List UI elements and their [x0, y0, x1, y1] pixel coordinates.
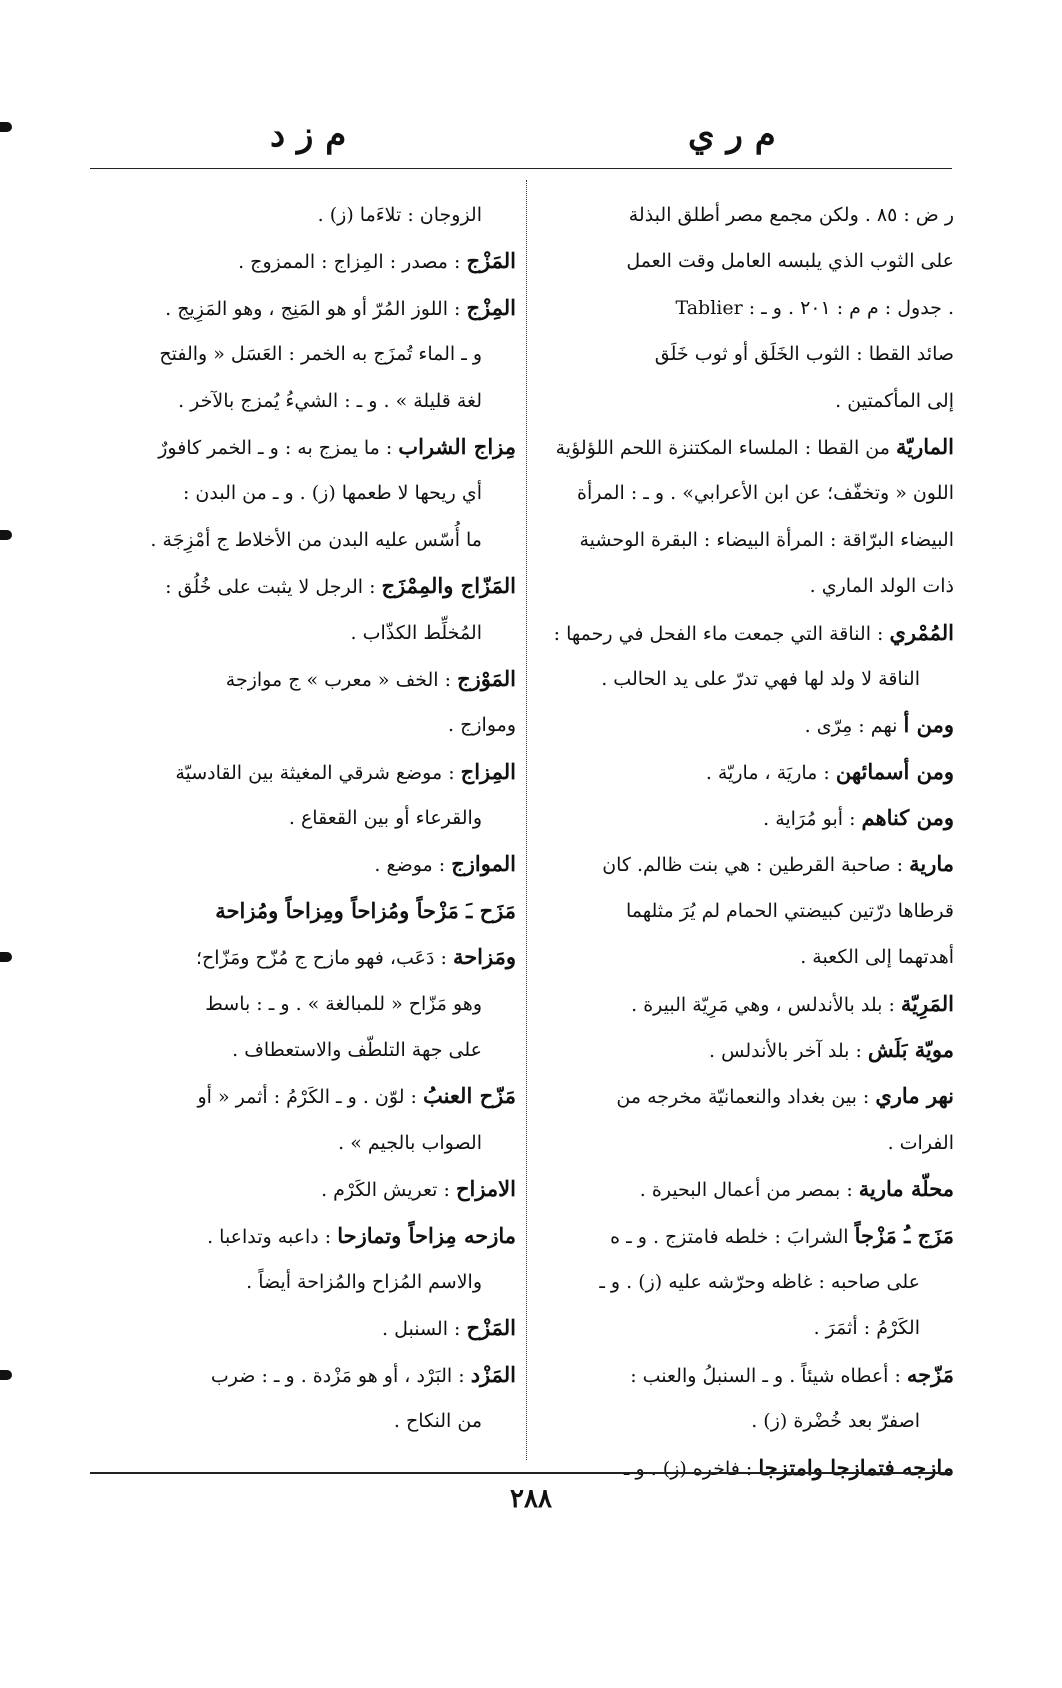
- definition-text: على صاحبه : غاظه وحرّشه عليه (ز) . و ـ: [599, 1270, 920, 1293]
- headword: ومن أ: [903, 712, 954, 738]
- definition-text: إلى المأكمتين .: [835, 389, 954, 412]
- definition-text: أي ريحها لا طعمها (ز) . و ـ من البدن :: [182, 482, 482, 505]
- headword: المِزاج: [460, 758, 516, 784]
- edge-scan-mark: [0, 122, 12, 132]
- definition-text: وهو مَزّاح « للمبالغة » . و ـ : باسط: [205, 992, 482, 1015]
- entry-line: [534, 285, 954, 331]
- definition-text: ما أُسّس عليه البدن من الأخلاط ج أمْزِجَة .: [150, 528, 482, 551]
- headword: مازحه مِزاحاً وتمازحا: [337, 1222, 516, 1248]
- entry-line: [90, 1213, 516, 1259]
- right-column: [534, 192, 954, 1491]
- headword: المِزْج: [466, 294, 516, 320]
- definition-text: نهم : مِرّى .: [804, 715, 904, 738]
- headword: مازجه فتمازجا وامتزجا: [758, 1454, 954, 1480]
- definition-text: صائد القطا : الثوب الخَلَق أو ثوب خَلَق: [654, 343, 954, 366]
- entry-line: [534, 1352, 954, 1398]
- entry-line: [534, 749, 954, 795]
- entry-line: [534, 795, 954, 841]
- entry-line: [534, 424, 954, 470]
- definition-text: الناقة لا ولد لها فهي تدرّ على يد الحالب .: [601, 667, 920, 690]
- definition-text: الفرات .: [887, 1131, 954, 1154]
- headword: المَوْزج: [457, 665, 516, 691]
- definition-text: : الناقة التي جمعت ماء الفحل في رحمها :: [553, 622, 890, 645]
- left-column: [90, 192, 516, 1445]
- entry-line: [90, 1166, 516, 1212]
- entry-line: [534, 656, 954, 702]
- entry-line: [534, 563, 954, 609]
- definition-text: : تعريش الكَرْم .: [321, 1179, 456, 1202]
- headword: ومن كناهم: [861, 805, 954, 831]
- headword: مَزّح العنبُ: [422, 1083, 516, 1109]
- headword: الماريّة: [895, 433, 954, 459]
- definition-text: الشرابَ : خلطه فامتزج . و ـ ه: [610, 1225, 855, 1248]
- bottom-rule: [90, 1472, 952, 1474]
- entry-line: [90, 378, 516, 424]
- definition-text: اللون « وتخفّف؛ عن ابن الأعرابي» . و ـ : المرأة: [577, 482, 954, 505]
- definition-text: : أعطاه شيئاً . و ـ السنبلُ والعنب :: [630, 1364, 907, 1387]
- header-root-right: م ر ي: [688, 115, 776, 155]
- headword: مَزَح ـَ مَزْحاً ومُزاحاً ومِزاحاً ومُزاحة: [215, 897, 516, 923]
- definition-text: المُخلِّط الكذّاب .: [350, 621, 482, 644]
- entry-line: [534, 1166, 954, 1212]
- definition-text: والقرعاء أو بين القعقاع .: [288, 807, 482, 830]
- definition-text: : الخف « معرب » ج موازجة: [225, 668, 458, 691]
- entry-line: [90, 841, 516, 887]
- definition-text: : بلد بالأندلس ، وهي مَرِيّة البيرة .: [631, 993, 901, 1016]
- entry-line: [90, 656, 516, 702]
- entry-line: [90, 1073, 516, 1119]
- entry-line: [534, 841, 954, 887]
- definition-text: اصفرّ بعد خُضْرة (ز) .: [751, 1410, 920, 1433]
- definition-text: : دَعَب، فهو مازح ج مُزّح ومَزّاح؛: [196, 947, 453, 970]
- entry-line: [90, 610, 516, 656]
- headword: مِزاج الشراب: [398, 433, 516, 459]
- edge-scan-mark: [0, 530, 12, 540]
- definition-text: . جدول : م م : ٢٠١ . و ـ : Tablier: [675, 296, 954, 319]
- definition-text: الصواب بالجيم » .: [338, 1131, 482, 1154]
- headword: مَزَج ـُ مَزْجاً: [854, 1222, 954, 1248]
- entry-line: [534, 888, 954, 934]
- definition-text: من القطا : الملساء المكتنزة اللحم اللؤلؤية: [555, 436, 896, 459]
- headword: الموازج: [451, 851, 516, 877]
- edge-scan-mark: [0, 952, 12, 962]
- entry-line: [90, 1398, 516, 1444]
- column-divider: [526, 180, 527, 1460]
- headword: المَزْح: [466, 1315, 516, 1341]
- definition-text: ر ض : ٨٥ . ولكن مجمع مصر أطلق البذلة: [628, 204, 954, 226]
- definition-text: و ـ الماء تُمزَج به الخمر : العَسَل « والفتح: [159, 343, 482, 366]
- entry-line: [534, 192, 954, 238]
- definition-text: : بلد آخر بالأندلس .: [709, 1040, 868, 1063]
- definition-text: : موضع .: [374, 854, 452, 877]
- header-root-left: م ز د: [270, 115, 347, 155]
- headword: ومَزاحة: [452, 944, 516, 970]
- definition-text: : فاخره (ز) . و ـ: [623, 1457, 759, 1480]
- entry-line: [534, 610, 954, 656]
- entry-line: [90, 702, 516, 748]
- entry-line: [90, 1027, 516, 1073]
- definition-text: : ماريَة ، ماريّة .: [705, 761, 836, 784]
- entry-line: [90, 470, 516, 516]
- entry-line: [90, 331, 516, 377]
- entry-line: [534, 378, 954, 424]
- entry-line: [90, 934, 516, 980]
- definition-text: وموازج .: [448, 714, 516, 737]
- entry-line: [90, 981, 516, 1027]
- entry-line: [534, 331, 954, 377]
- definition-text: على الثوب الذي يلبسه العامل وقت العمل: [626, 250, 954, 273]
- entry-line: [90, 238, 516, 284]
- entry-line: [90, 1352, 516, 1398]
- entry-line: [90, 795, 516, 841]
- headword: المَزّاج والمِمْزَج: [381, 573, 516, 599]
- headword: المَرِيّة: [900, 990, 954, 1016]
- headword: محلّة مارية: [858, 1176, 954, 1202]
- entry-line: [534, 470, 954, 516]
- definition-text: البيضاء البرّاقة : المرأة البيضاء : البقرة الوحشية: [579, 528, 954, 551]
- definition-text: على جهة التلطّف والاستعطاف .: [232, 1039, 482, 1062]
- entry-line: [90, 1305, 516, 1351]
- definition-text: الكَرْمُ : أثمَرَ .: [813, 1317, 920, 1340]
- definition-text: : ما يمزج به : و ـ الخمر كافورٌ: [158, 436, 399, 459]
- definition-text: : البَرْد ، أو هو مَزْدة . و ـ : ضرب: [210, 1364, 471, 1387]
- definition-text: من النكاح .: [393, 1410, 482, 1433]
- entry-line: [534, 1073, 954, 1119]
- definition-text: : اللوز المُرّ أو هو المَنِج ، وهو المَزِيج .: [165, 297, 467, 320]
- definition-text: ذات الولد الماري .: [809, 575, 954, 598]
- entry-line: [534, 1305, 954, 1351]
- entry-line: [90, 563, 516, 609]
- entry-line: [90, 424, 516, 470]
- edge-scan-mark: [0, 1370, 12, 1380]
- entry-line: [90, 285, 516, 331]
- entry-line: [90, 192, 516, 238]
- entry-line: [90, 517, 516, 563]
- headword: مَزّجه: [906, 1361, 954, 1387]
- definition-text: : موضع شرقي المغيثة بين القادسيّة: [175, 761, 461, 784]
- headword: المَزْد: [470, 1361, 516, 1387]
- entry-line: [90, 749, 516, 795]
- definition-text: : بين بغداد والنعمانيّة مخرجه من: [616, 1086, 876, 1109]
- entry-line: [534, 1259, 954, 1305]
- definition-text: أهدتهما إلى الكعبة .: [800, 946, 954, 969]
- headword: نهر ماري: [875, 1083, 954, 1109]
- entry-line: [534, 981, 954, 1027]
- definition-text: والاسم المُزاح والمُزاحة أيضاً .: [246, 1270, 482, 1293]
- page-number: ٢٨٨: [510, 1484, 552, 1514]
- headword: مارية: [909, 851, 954, 877]
- definition-text: : صاحبة القرطين : هي بنت ظالم. كان: [602, 854, 910, 877]
- headword: مويّة بَلَش: [867, 1037, 954, 1063]
- definition-text: : السنبل .: [382, 1318, 467, 1341]
- definition-text: الزوجان : تلاءَما (ز) .: [317, 204, 482, 226]
- definition-text: لغة قليلة » . و ـ : الشيءُ يُمزج بالآخر .: [178, 389, 482, 412]
- headword: المَزْج: [466, 248, 516, 274]
- entry-line: [534, 1213, 954, 1259]
- entry-line: [534, 238, 954, 284]
- entry-line: [90, 888, 516, 934]
- entry-line: [534, 1120, 954, 1166]
- definition-text: : أبو مُرَاية .: [763, 808, 862, 831]
- entry-line: [90, 1120, 516, 1166]
- entry-line: [534, 1027, 954, 1073]
- entry-line: [534, 702, 954, 748]
- definition-text: : لوّن . و ـ الكَرْمُ : أثمر « أو: [197, 1086, 423, 1109]
- definition-text: : داعبه وتداعبا .: [207, 1225, 338, 1248]
- definition-text: : مصدر : المِزاج : الممزوج .: [238, 251, 467, 274]
- headword: الامزاح: [455, 1176, 516, 1202]
- entry-line: [534, 1398, 954, 1444]
- headword: المُمْري: [889, 619, 954, 645]
- definition-text: : بمصر من أعمال البحيرة .: [639, 1179, 859, 1202]
- entry-line: [90, 1259, 516, 1305]
- top-rule: [90, 168, 952, 169]
- headword: ومن أسمائهن: [835, 758, 954, 784]
- definition-text: : الرجل لا يثبت على خُلُق :: [165, 576, 382, 599]
- entry-line: [534, 934, 954, 980]
- definition-text: قرطاها درّتين كبيضتي الحمام لم يُرَ مثلهما: [625, 899, 954, 922]
- entry-line: [534, 517, 954, 563]
